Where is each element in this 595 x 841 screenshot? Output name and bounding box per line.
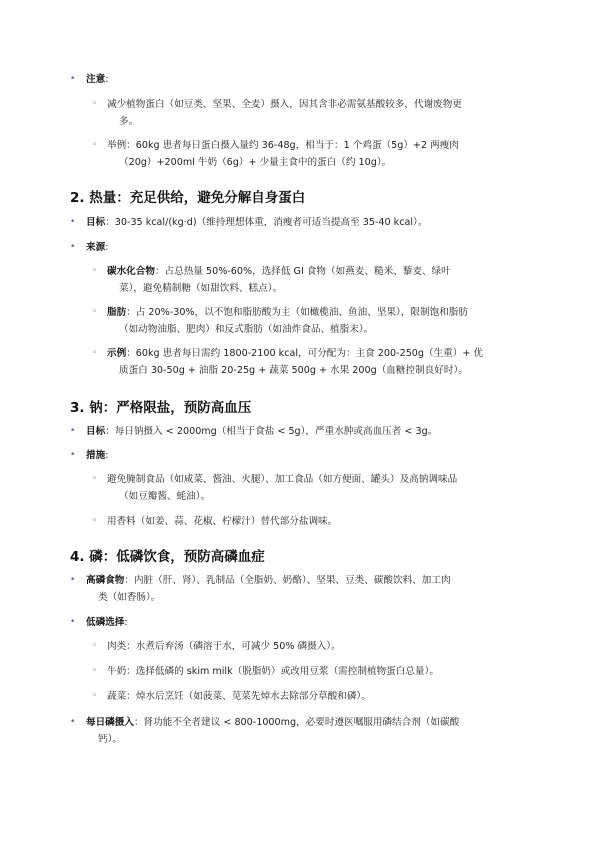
sub-bullet-dot: ◦ bbox=[92, 348, 98, 358]
section-heading-phosphorus: 4. 磷：低磷饮食，预防高磷血症 bbox=[70, 549, 265, 565]
vegetables-line1: 蔬菜：焯水后烹饪（如菠菜、苋菜先焯水去除部分草酸和磷）。 bbox=[107, 691, 371, 702]
bullet-energy-source bbox=[70, 239, 530, 256]
source-colon: : bbox=[105, 242, 109, 253]
sub-bullet-plant-protein bbox=[92, 96, 532, 130]
sub-bullet-vegetables bbox=[92, 688, 532, 705]
plant-protein-line2: 多。 bbox=[119, 116, 139, 127]
avoid-pickled-line2: （如豆瓣酱、蚝油）。 bbox=[119, 491, 211, 502]
measures-label: 措施 bbox=[86, 450, 106, 461]
sub-bullet-avoid-pickled bbox=[92, 471, 532, 505]
fat-label: 脂肪 bbox=[107, 307, 127, 318]
high-phosphorus-line1: ：内脏（肝、肾）、乳制品（全脂奶、奶酪）、坚果、豆类、碳酸饮料、加工肉 bbox=[124, 575, 451, 586]
energy-example-line2: 质蛋白 30-50g + 油脂 20-25g + 蔬菜 500g + 水果 200g（血糖控制良好时）。 bbox=[119, 365, 468, 376]
measures-colon: : bbox=[105, 450, 109, 461]
target-label: 目标 bbox=[86, 217, 106, 228]
low-phosphorus-label: 低磷选择 bbox=[86, 617, 125, 628]
sub-bullet-dot: ◦ bbox=[92, 474, 98, 484]
energy-example-label: 示例 bbox=[107, 348, 127, 359]
sodium-target-text: ：每日钠摄入 < 2000mg（相当于食盐 < 5g），严重水肿或高血压者 < 3g。 bbox=[105, 426, 438, 437]
sub-bullet-fat bbox=[92, 304, 532, 338]
bullet-daily-phosphorus bbox=[70, 714, 530, 748]
sub-bullet-energy-example bbox=[92, 345, 532, 379]
avoid-pickled-line1: 避免腌制食品（如咸菜、酱油、火腿）、加工食品（如方便面、罐头）及高钠调味品 bbox=[107, 474, 458, 485]
target-text: ：30-35 kcal/(kg·d)（维持理想体重，消瘦者可适当提高至 35-40 kcal）。 bbox=[105, 217, 428, 228]
carbs-line1: ：占总热量 50%-60%，选择低 GI 食物（如燕麦、糙米、藜麦、绿叶 bbox=[154, 266, 451, 277]
meat-line1: 肉类：水煮后弃汤（磷溶于水，可减少 50% 磷摄入）。 bbox=[107, 641, 341, 652]
spices-line1: 用香料（如姜、蒜、花椒、柠檬汁）替代部分盐调味。 bbox=[107, 516, 338, 527]
fat-line1: ：占 20%-30%，以不饱和脂肪酸为主（如橄榄油、鱼油、坚果），限制饱和脂肪 bbox=[126, 307, 468, 318]
bullet-energy-target bbox=[70, 214, 530, 231]
daily-phosphorus-line1: ：肾功能不全者建议 < 800-1000mg，必要时遵医嘱服用磷结合剂（如碳酸 bbox=[133, 717, 460, 728]
bullet-dot: • bbox=[70, 717, 76, 727]
sub-bullet-dot: ◦ bbox=[92, 266, 98, 276]
sub-bullet-spices bbox=[92, 513, 532, 530]
bullet-high-phosphorus bbox=[70, 572, 530, 606]
note-colon: : bbox=[105, 74, 109, 85]
sub-bullet-carbs bbox=[92, 263, 532, 297]
fat-line2: （如动物油脂、肥肉）和反式脂肪（如油炸食品、植脂末）。 bbox=[119, 324, 374, 335]
low-phosphorus-colon: : bbox=[124, 617, 128, 628]
bullet-dot: • bbox=[70, 74, 76, 84]
daily-phosphorus-line2: 钙）。 bbox=[98, 734, 122, 745]
sub-bullet-example bbox=[92, 137, 532, 171]
sodium-target-label: 目标 bbox=[86, 426, 106, 437]
section-heading-energy: 2. 热量：充足供给，避免分解自身蛋白 bbox=[70, 190, 306, 206]
carbs-label: 碳水化合物 bbox=[107, 266, 155, 277]
sub-bullet-dot: ◦ bbox=[92, 691, 98, 701]
bullet-sodium-measures bbox=[70, 447, 530, 464]
note-label: 注意 bbox=[86, 74, 106, 85]
bullet-dot: • bbox=[70, 242, 76, 252]
milk-line1: 牛奶：选择低磷的 skim milk（脱脂奶）或改用豆浆（需控制植物蛋白总量）。 bbox=[107, 666, 439, 677]
plant-protein-line1: 减少植物蛋白（如豆类、坚果、全麦）摄入，因其含非必需氨基酸较多，代谢废物更 bbox=[107, 99, 462, 110]
carbs-line2: 菜），避免精制糖（如甜饮料、糕点）。 bbox=[119, 283, 283, 294]
section-heading-sodium: 3. 钠：严格限盐，预防高血压 bbox=[70, 400, 252, 416]
high-phosphorus-label: 高磷食物 bbox=[86, 575, 125, 586]
sub-bullet-dot: ◦ bbox=[92, 140, 98, 150]
daily-phosphorus-label: 每日磷摄入 bbox=[86, 717, 134, 728]
sub-bullet-dot: ◦ bbox=[92, 641, 98, 651]
sub-bullet-dot: ◦ bbox=[92, 516, 98, 526]
sub-bullet-meat bbox=[92, 638, 532, 655]
high-phosphorus-line2: 类（如香肠）。 bbox=[98, 592, 161, 603]
sub-bullet-milk bbox=[92, 663, 532, 680]
bullet-dot: • bbox=[70, 217, 76, 227]
bullet-dot: • bbox=[70, 575, 76, 585]
bullet-dot: • bbox=[70, 426, 76, 436]
sub-bullet-dot: ◦ bbox=[92, 307, 98, 317]
bullet-dot: • bbox=[70, 617, 76, 627]
source-label: 来源 bbox=[86, 242, 106, 253]
sub-bullet-dot: ◦ bbox=[92, 666, 98, 676]
example-line2: （20g）+200ml 牛奶（6g）+ 少量主食中的蛋白（约 10g）。 bbox=[119, 157, 392, 168]
sub-bullet-dot: ◦ bbox=[92, 99, 98, 109]
bullet-note bbox=[70, 71, 530, 88]
example-line1: 举例：60kg 患者每日蛋白摄入量约 36-48g，相当于：1 个鸡蛋（5g）+2 两瘦肉 bbox=[107, 140, 459, 151]
bullet-low-phosphorus bbox=[70, 614, 530, 631]
bullet-sodium-target bbox=[70, 423, 530, 440]
bullet-dot: • bbox=[70, 450, 76, 460]
energy-example-line1: ：60kg 患者每日需约 1800-2100 kcal，可分配为：主食 200-250g（生重）+ 优 bbox=[126, 348, 484, 359]
